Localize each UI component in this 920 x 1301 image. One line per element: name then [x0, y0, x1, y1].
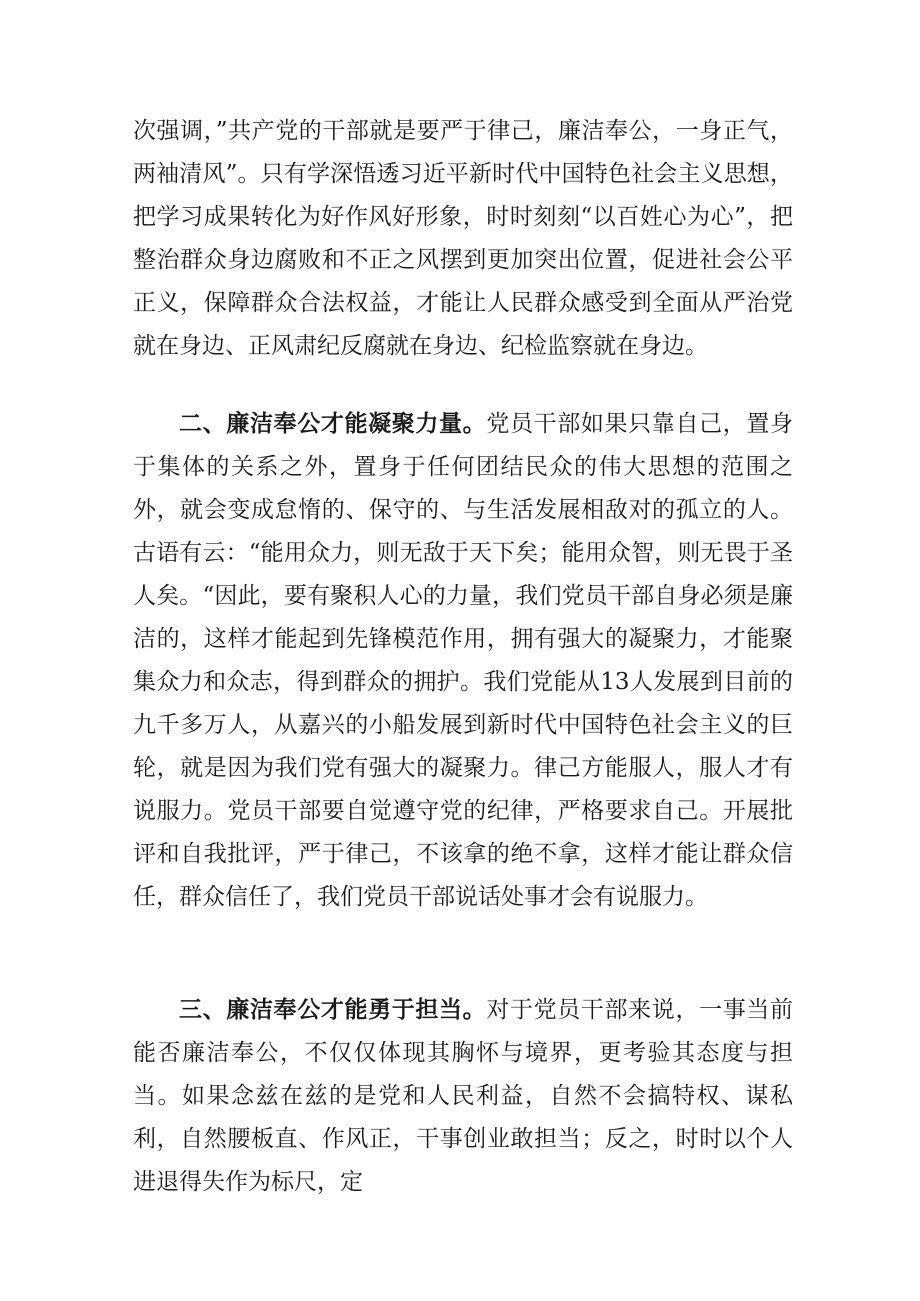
paragraph-responsibility: [133, 989, 793, 1204]
paragraph-body: 对于党员干部来说，一事当前能否廉洁奉公，不仅仅体现其胸怀与境界，更考验其态度与担当。如果念兹在兹的是党和人民利益，自然不会搞特权、谋私利，自然腰板直、作风正，干事创业敢担当；反之，时时以个人进退得失作为标尺，定: [133, 997, 794, 1195]
section-heading: 三、廉洁奉公才能勇于担当。: [179, 997, 487, 1023]
paragraph-continuation: [133, 110, 793, 368]
section-heading: 二、廉洁奉公才能凝聚力量。: [179, 411, 487, 437]
paragraph-cohesion: [133, 403, 793, 919]
paragraph-body: 次强调，”共产党的干部就是要严于律己，廉洁奉公，一身正气，两袖清风”。只有学深悟透习近平新时代中国特色社会主义思想，把学习成果转化为好作风好形象，时时刻刻“以百姓心为心”，把整治群众身边腐败和不正之风摆到更加突出位置，促进社会公平正义，保障群众合法权益，才能让人民群众感受到全面从严治党就在身边、正风肃纪反腐就在身边、纪检监察就在身边。: [133, 118, 793, 359]
paragraph-body: 党员干部如果只靠自己，置身于集体的关系之外，置身于任何团结民众的伟大思想的范围之外，就会变成怠惰的、保守的、与生活发展相敌对的孤立的人。古语有云：“能用众力，则无敌于天下矣；能用众智，则无畏于圣人矣。“因此，要有聚积人心的力量，我们党员干部自身必须是廉洁的，这样才能起到先锋模范作用，拥有强大的凝聚力，才能聚集众力和众志，得到群众的拥护。我们党能从13人发展到目前的九千多万人，从嘉兴的小船发展到新时代中国特色社会主义的巨轮，就是因为我们党有强大的凝聚力。律己方能服人，服人才有说服力。党员干部要自觉遵守党的纪律，严格要求自己。开展批评和自我批评，严于律己，不该拿的绝不拿，这样才能让群众信任，群众信任了，我们党员干部说话处事才会有说服力。: [133, 411, 794, 910]
